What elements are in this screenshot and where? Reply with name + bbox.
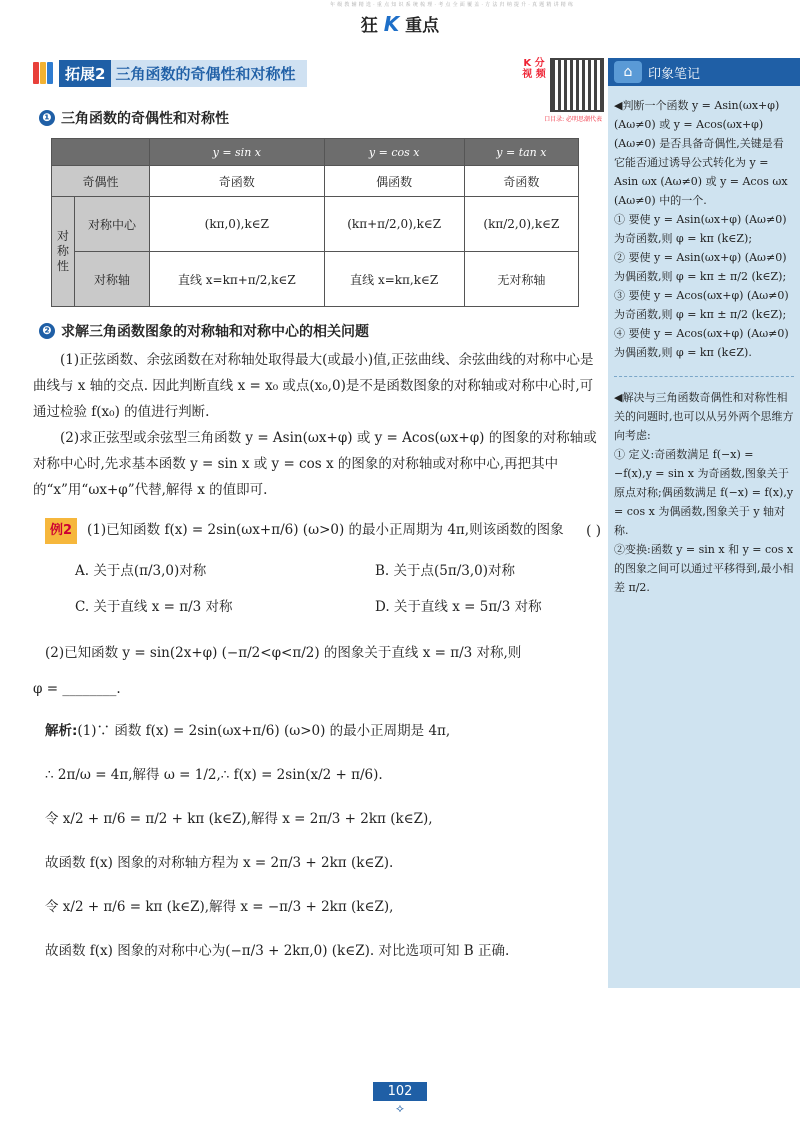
- question-1-text: (1)已知函数 f(x) = 2sin(ωx+π/6) (ω>0) 的最小正周期为 4π,则该函数的图象: [87, 522, 564, 538]
- table-cell: (kπ+π/2,0),k∈Z: [324, 197, 464, 252]
- table-cell: 奇函数: [464, 166, 578, 197]
- symmetry-label: 对称性: [52, 197, 75, 307]
- table-cell: (kπ/2,0),k∈Z: [464, 197, 578, 252]
- subsection-2-heading: [33, 321, 601, 341]
- brand-prefix: 狂: [360, 16, 378, 36]
- parity-label: 奇偶性: [52, 166, 150, 197]
- note-line: ③ 要使 y = Acos(ωx+φ) (Aω≠0) 为奇函数,则 φ = kπ ± π/2 (k∈Z);: [614, 289, 789, 321]
- note-line: ② 要使 y = Asin(ωx+φ) (Aω≠0) 为偶函数,则 φ = kπ ± π/2 (k∈Z);: [614, 251, 787, 283]
- paragraph: (1)正弦函数、余弦函数在对称轴处取得最大(或最小)值,正弦曲线、余弦曲线的对称中心是曲线与 x 轴的交点. 因此判断直线 x = x₀ 或点(x₀,0)是不是函数图象的对称轴或对称中心时,可通过检验 f(x₀) 的值进行判断.: [33, 352, 594, 420]
- subsection-1-heading: [33, 108, 601, 128]
- solution-line: 令 x/2 + π/6 = kπ (k∈Z),解得 x = −π/3 + 2kπ (k∈Z),: [45, 899, 394, 915]
- table-header-row: [52, 139, 579, 166]
- brand-header: [330, 2, 574, 36]
- paragraph: (2)求正弦型或余弦型三角函数 y = Asin(ωx+φ) 或 y = Acos(ωx+φ) 的图象的对称轴或对称中心时,先求基本函数 y = sin x 或 y = cos x 的图象的对称轴或对称中心,再把其中的“x”用“ωx+φ”代替,解得 x 的值即可.: [33, 430, 597, 498]
- note-line: ◀判断一个函数 y = Asin(ωx+φ) (Aω≠0) 或 y = Acos(ωx+φ) (Aω≠0) 是否具备奇偶性,关键是看它能否通过诱导公式转化为 y = Asin ωx (Aω≠0) 或 y = Acos ωx (Aω≠0) 中的一个.: [614, 99, 788, 207]
- elephant-icon: ⌂: [614, 61, 642, 83]
- brand-title: [330, 11, 470, 36]
- axis-label: 对称轴: [75, 252, 150, 307]
- option-b[interactable]: B. 关于点(5π/3,0)对称: [375, 563, 516, 579]
- section-title: 三角函数的奇偶性和对称性: [111, 60, 307, 87]
- table-header-cell: y = cos x: [324, 139, 464, 166]
- qr-caption: 口目录: 必明思潮代表: [544, 116, 602, 123]
- properties-table: [51, 138, 579, 307]
- table-header-cell: y = tan x: [464, 139, 578, 166]
- number-2-icon: ❷: [39, 323, 55, 339]
- note-parity: [608, 86, 800, 362]
- option-a[interactable]: A. 关于点(π/3,0)对称: [75, 563, 207, 579]
- brand-tagline: 年 级 教 辅 精 选 · 重 点 知 识 系 统 梳 理 · 考 点 全 面 覆 盖 · 方 法 归 纳 提 升 · 真 题 精 讲 精 练: [330, 2, 574, 8]
- subsection-2-title: 求解三角函数图象的对称轴和对称中心的相关问题: [61, 324, 369, 340]
- solution-line: 故函数 f(x) 图象的对称轴方程为 x = 2π/3 + 2kπ (k∈Z).: [45, 855, 394, 871]
- sidebar-header: [608, 58, 800, 86]
- options-grid: [75, 558, 601, 620]
- books-icon: [33, 62, 55, 84]
- note-methods: [608, 378, 800, 597]
- page-footer: [373, 1082, 427, 1116]
- example-2: [33, 517, 601, 702]
- bird-icon: ⟡: [396, 1101, 404, 1115]
- main-content: [33, 58, 601, 974]
- brand-k-logo: K: [383, 12, 400, 36]
- question-2-text: (2)已知函数 y = sin(2x+φ) (−π/2<φ<π/2) 的图象关于直线 x = π/3 对称,则: [45, 645, 522, 661]
- notes-sidebar: [608, 58, 800, 988]
- option-c[interactable]: C. 关于直线 x = π/3 对称: [75, 599, 233, 615]
- example-tag: 例2: [45, 518, 77, 544]
- table-cell: (kπ,0),k∈Z: [150, 197, 325, 252]
- option-d[interactable]: D. 关于直线 x = 5π/3 对称: [375, 599, 542, 615]
- sidebar-title: 印象笔记: [648, 66, 701, 82]
- section-tag: 拓展2: [59, 60, 111, 87]
- number-1-icon: ❶: [39, 110, 55, 126]
- table-row-parity: [52, 166, 579, 197]
- table-cell: 无对称轴: [464, 252, 578, 307]
- table-corner: [52, 139, 150, 166]
- page-number: 102: [373, 1082, 427, 1101]
- solution-label: 解析:: [45, 723, 78, 739]
- table-cell: 偶函数: [324, 166, 464, 197]
- table-cell: 奇函数: [150, 166, 325, 197]
- note-line: ① 定义:奇函数满足 f(−x) = −f(x),y = sin x 为奇函数,图象关于原点对称;偶函数满足 f(−x) = f(x),y = cos x 为偶函数,图象关于 y 轴对称.: [614, 448, 794, 537]
- table-header-cell: y = sin x: [150, 139, 325, 166]
- solution: [33, 718, 601, 964]
- table-row-center: [52, 197, 579, 252]
- note-line: ④ 要使 y = Acos(ωx+φ) (Aω≠0) 为偶函数,则 φ = kπ (k∈Z).: [614, 327, 789, 359]
- question-2-blank[interactable]: φ = ________.: [33, 681, 121, 697]
- solution-line: 令 x/2 + π/6 = π/2 + kπ (k∈Z),解得 x = 2π/3 + 2kπ (k∈Z),: [45, 811, 433, 827]
- solution-line: 故函数 f(x) 图象的对称中心为(−π/3 + 2kπ,0) (k∈Z). 对比选项可知 B 正确.: [45, 943, 510, 959]
- solution-line: 解析:(1)∵ 函数 f(x) = 2sin(ωx+π/6) (ω>0) 的最小正周期是 4π,: [45, 723, 451, 739]
- table-cell: 直线 x=kπ+π/2,k∈Z: [150, 252, 325, 307]
- explanation: [33, 347, 601, 503]
- center-label: 对称中心: [75, 197, 150, 252]
- table-row-axis: [52, 252, 579, 307]
- note-line: ① 要使 y = Asin(ωx+φ) (Aω≠0) 为奇函数,则 φ = kπ (k∈Z);: [614, 213, 787, 245]
- table-cell: 直线 x=kπ,k∈Z: [324, 252, 464, 307]
- example-question-1: [45, 517, 601, 544]
- brand-suffix: 重点: [405, 16, 440, 36]
- section-heading: [33, 58, 601, 88]
- answer-bracket: ( ): [586, 523, 601, 539]
- note-line: ②变换:函数 y = sin x 和 y = cos x 的图象之间可以通过平移得到,最小相差 π/2.: [614, 543, 794, 594]
- video-badge: K 分 视 频: [522, 58, 546, 80]
- note-line: ◀解决与三角函数奇偶性和对称性相关的问题时,也可以从另外两个思维方向考虑:: [614, 391, 794, 442]
- solution-line: ∴ 2π/ω = 4π,解得 ω = 1/2,∴ f(x) = 2sin(x/2 + π/6).: [45, 767, 383, 783]
- subsection-1-title: 三角函数的奇偶性和对称性: [61, 111, 229, 127]
